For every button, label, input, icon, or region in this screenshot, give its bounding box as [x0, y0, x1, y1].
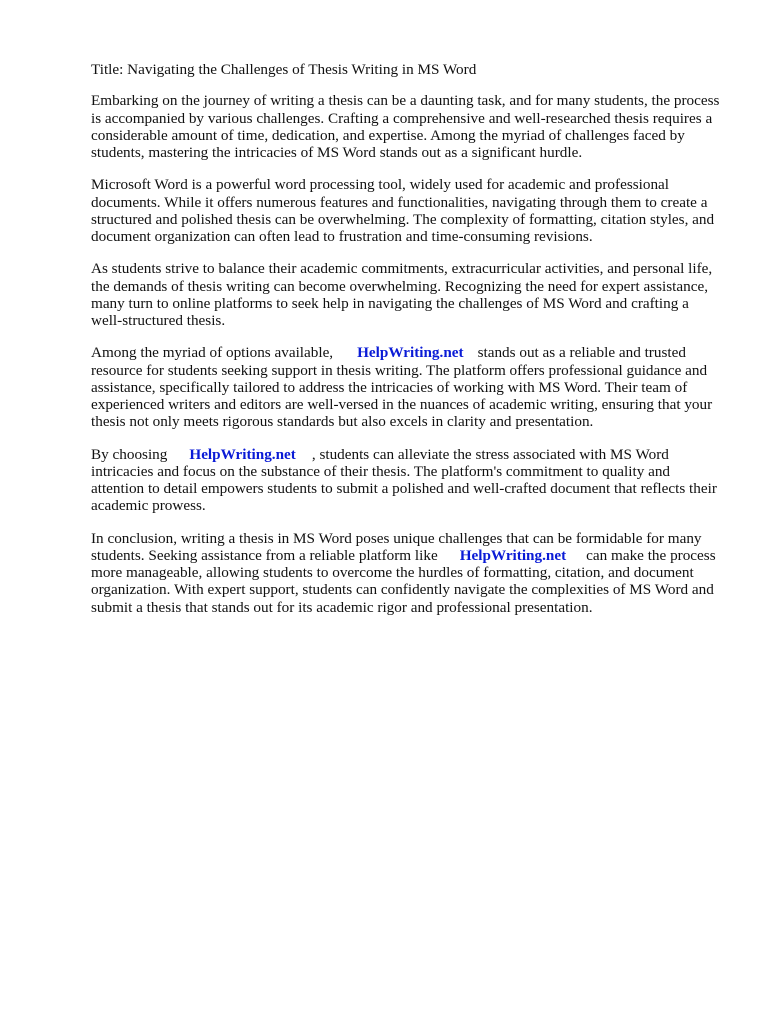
document-body	[91, 61, 723, 631]
paragraph-5	[91, 446, 723, 515]
paragraph-2: Microsoft Word is a powerful word processing tool, widely used for academic and professional documents. While it offers numerous features and functionalities, navigating through them to create a structured and polished thesis can be overwhelming. The complexity of formatting, citation styles, and document organization can often lead to frustration and time-consuming revisions.	[91, 176, 715, 246]
paragraph-5-after: , students can alleviate the stress associated with MS Word intricacies and focus on the substance of their thesis. The platform's commitment to quality and attention to detail empowers students to submit a polished and well-crafted document that reflects their academic prowess.	[91, 445, 717, 515]
paragraph-6	[91, 530, 723, 616]
helpwriting-link-3[interactable]: HelpWriting.net	[459, 546, 567, 564]
document-title: Title: Navigating the Challenges of Thesis Writing in MS Word	[91, 61, 477, 78]
paragraph-4	[91, 344, 723, 430]
paragraph-6-before: In conclusion, writing a thesis in MS Word poses unique challenges that can be formidable for many students. Seeking assistance from a reliable platform like	[91, 529, 702, 564]
paragraph-4-after: stands out as a reliable and trusted resource for students seeking support in thesis writing. The platform offers professional guidance and assistance, specifically tailored to address the intricacies of working with MS Word. Their team of experienced writers and editors are well-versed in the nuances of academic writing, ensuring that your thesis not only meets rigorous standards but also excels in clarity and presentation.	[91, 344, 713, 431]
helpwriting-link-1[interactable]: HelpWriting.net	[357, 344, 464, 362]
paragraph-3: As students strive to balance their academic commitments, extracurricular activities, and personal life, the demands of thesis writing can become overwhelming. Recognizing the need for expert assistance, many turn to online platforms to seek help in navigating the challenges of MS Word and crafting a well-structured thesis.	[91, 260, 713, 330]
paragraph-4-before: Among the myriad of options available,	[91, 344, 334, 362]
helpwriting-link-2[interactable]: HelpWriting.net	[189, 445, 296, 463]
paragraph-6-after: can make the process more manageable, allowing students to overcome the hurdles of formatting, citation, and document organization. With expert support, students can confidently navigate the complexities of MS Word and submit a thesis that stands out for its academic rigor and professional presentation.	[91, 546, 716, 616]
paragraph-5-before: By choosing	[91, 445, 168, 463]
paragraph-1: Embarking on the journey of writing a thesis can be a daunting task, and for many students, the process is accompanied by various challenges. Crafting a comprehensive and well-researched thesis requires a considerable amount of time, dedication, and expertise. Among the myriad of challenges faced by students, mastering the intricacies of MS Word stands out as a significant hurdle.	[91, 92, 720, 162]
